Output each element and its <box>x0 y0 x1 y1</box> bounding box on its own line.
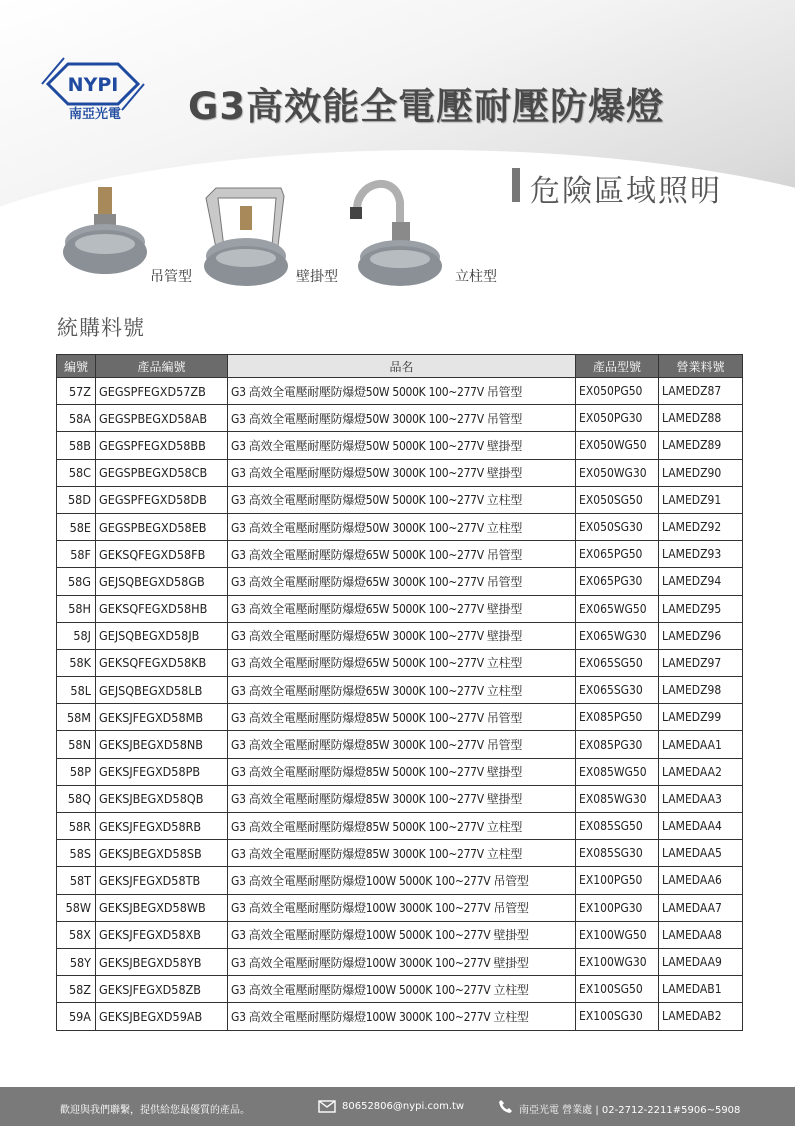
cell-name: G3 高效全電壓耐壓防爆燈50W 3000K 100~277V 壁掛型 <box>228 459 576 486</box>
table-row <box>57 459 743 486</box>
cell-name: G3 高效全電壓耐壓防爆燈65W 3000K 100~277V 壁掛型 <box>228 622 576 649</box>
cell-sales-code: LAMEDZ98 <box>659 677 743 704</box>
cell-number: 58R <box>57 813 96 840</box>
col-header-name: 品名 <box>228 355 576 378</box>
table-row <box>57 867 743 894</box>
cell-product-number: GEKSJFEGXD58TB <box>96 867 228 894</box>
cell-name: G3 高效全電壓耐壓防爆燈50W 3000K 100~277V 吊管型 <box>228 405 576 432</box>
cell-name: G3 高效全電壓耐壓防爆燈50W 5000K 100~277V 吊管型 <box>228 378 576 405</box>
mail-icon <box>318 1100 336 1113</box>
table-row <box>57 568 743 595</box>
cell-product-number: GEKSJBEGXD58YB <box>96 948 228 975</box>
wall-lamp-image <box>196 178 294 290</box>
cell-product-number: GEGSPFEGXD57ZB <box>96 378 228 405</box>
cell-number: 58J <box>57 622 96 649</box>
cell-model: EX100SG30 <box>576 1003 659 1030</box>
cell-model: EX065PG30 <box>576 568 659 595</box>
table-row <box>57 595 743 622</box>
table-row <box>57 1003 743 1030</box>
cell-model: EX100SG50 <box>576 976 659 1003</box>
footer <box>0 1087 795 1126</box>
cell-name: G3 高效全電壓耐壓防爆燈100W 5000K 100~277V 立柱型 <box>228 976 576 1003</box>
section-title: 統購料號 <box>57 316 145 340</box>
cell-name: G3 高效全電壓耐壓防爆燈85W 5000K 100~277V 吊管型 <box>228 704 576 731</box>
cell-product-number: GEKSJBEGXD58QB <box>96 785 228 812</box>
product-label-pendant: 吊管型 <box>150 269 192 285</box>
cell-model: EX085PG50 <box>576 704 659 731</box>
table-row <box>57 813 743 840</box>
table-row <box>57 541 743 568</box>
subtitle-bar <box>512 168 520 202</box>
cell-number: 58S <box>57 840 96 867</box>
col-header-product-number: 產品編號 <box>96 355 228 378</box>
cell-product-number: GEKSQFEGXD58FB <box>96 541 228 568</box>
cell-model: EX085WG30 <box>576 785 659 812</box>
pendant-lamp-image <box>58 182 153 287</box>
cell-model: EX065WG50 <box>576 595 659 622</box>
spec-table <box>56 354 743 1031</box>
cell-number: 58K <box>57 649 96 676</box>
cell-number: 58D <box>57 486 96 513</box>
cell-name: G3 高效全電壓耐壓防爆燈85W 3000K 100~277V 壁掛型 <box>228 785 576 812</box>
cell-model: EX100WG50 <box>576 921 659 948</box>
cell-number: 57Z <box>57 378 96 405</box>
cell-product-number: GEKSJBEGXD58SB <box>96 840 228 867</box>
cell-number: 58Q <box>57 785 96 812</box>
cell-sales-code: LAMEDZ88 <box>659 405 743 432</box>
cell-model: EX085PG30 <box>576 731 659 758</box>
cell-product-number: GEKSJBEGXD58NB <box>96 731 228 758</box>
logo-text: NYPI <box>67 74 119 96</box>
cell-model: EX065WG30 <box>576 622 659 649</box>
cell-number: 58N <box>57 731 96 758</box>
cell-number: 58Y <box>57 948 96 975</box>
cell-product-number: GEJSQBEGXD58LB <box>96 677 228 704</box>
table-row <box>57 649 743 676</box>
company-name: 南亞光電 <box>68 107 121 122</box>
cell-name: G3 高效全電壓耐壓防爆燈65W 5000K 100~277V 立柱型 <box>228 649 576 676</box>
cell-sales-code: LAMEDAA6 <box>659 867 743 894</box>
cell-sales-code: LAMEDAA8 <box>659 921 743 948</box>
col-header-model: 產品型號 <box>576 355 659 378</box>
cell-sales-code: LAMEDZ90 <box>659 459 743 486</box>
cell-number: 58E <box>57 513 96 540</box>
cell-product-number: GEGSPFEGXD58BB <box>96 432 228 459</box>
cell-name: G3 高效全電壓耐壓防爆燈85W 5000K 100~277V 立柱型 <box>228 813 576 840</box>
cell-name: G3 高效全電壓耐壓防爆燈65W 3000K 100~277V 吊管型 <box>228 568 576 595</box>
cell-number: 58W <box>57 894 96 921</box>
cell-product-number: GEJSQBEGXD58JB <box>96 622 228 649</box>
cell-name: G3 高效全電壓耐壓防爆燈100W 3000K 100~277V 吊管型 <box>228 894 576 921</box>
cell-sales-code: LAMEDAA5 <box>659 840 743 867</box>
cell-product-number: GEGSPBEGXD58EB <box>96 513 228 540</box>
cell-model: EX050PG50 <box>576 378 659 405</box>
cell-number: 59A <box>57 1003 96 1030</box>
table-row <box>57 677 743 704</box>
cell-sales-code: LAMEDZ91 <box>659 486 743 513</box>
cell-sales-code: LAMEDZ99 <box>659 704 743 731</box>
cell-model: EX100PG50 <box>576 867 659 894</box>
table-row <box>57 758 743 785</box>
table-row <box>57 785 743 812</box>
footer-slogan: 歡迎與我們聯繫，提供給您最優質的產品。 <box>60 1105 250 1116</box>
cell-product-number: GEKSJFEGXD58PB <box>96 758 228 785</box>
cell-product-number: GEKSJFEGXD58XB <box>96 921 228 948</box>
cell-sales-code: LAMEDAA1 <box>659 731 743 758</box>
table-row <box>57 894 743 921</box>
cell-name: G3 高效全電壓耐壓防爆燈65W 3000K 100~277V 立柱型 <box>228 677 576 704</box>
table-row <box>57 840 743 867</box>
cell-name: G3 高效全電壓耐壓防爆燈65W 5000K 100~277V 吊管型 <box>228 541 576 568</box>
cell-name: G3 高效全電壓耐壓防爆燈85W 3000K 100~277V 立柱型 <box>228 840 576 867</box>
cell-number: 58X <box>57 921 96 948</box>
cell-product-number: GEGSPBEGXD58AB <box>96 405 228 432</box>
cell-product-number: GEKSJBEGXD59AB <box>96 1003 228 1030</box>
table-row <box>57 731 743 758</box>
cell-model: EX050SG50 <box>576 486 659 513</box>
cell-product-number: GEKSQFEGXD58HB <box>96 595 228 622</box>
cell-number: 58G <box>57 568 96 595</box>
cell-product-number: GEKSQFEGXD58KB <box>96 649 228 676</box>
cell-name: G3 高效全電壓耐壓防爆燈100W 5000K 100~277V 壁掛型 <box>228 921 576 948</box>
cell-number: 58C <box>57 459 96 486</box>
table-row <box>57 622 743 649</box>
cell-sales-code: LAMEDAB1 <box>659 976 743 1003</box>
cell-number: 58M <box>57 704 96 731</box>
cell-model: EX085SG50 <box>576 813 659 840</box>
table-row <box>57 976 743 1003</box>
cell-number: 58F <box>57 541 96 568</box>
cell-product-number: GEKSJFEGXD58ZB <box>96 976 228 1003</box>
cell-name: G3 高效全電壓耐壓防爆燈50W 5000K 100~277V 立柱型 <box>228 486 576 513</box>
cell-model: EX100PG30 <box>576 894 659 921</box>
table-row <box>57 921 743 948</box>
cell-sales-code: LAMEDZ93 <box>659 541 743 568</box>
cell-number: 58Z <box>57 976 96 1003</box>
cell-number: 58H <box>57 595 96 622</box>
cell-sales-code: LAMEDAA7 <box>659 894 743 921</box>
cell-name: G3 高效全電壓耐壓防爆燈100W 3000K 100~277V 壁掛型 <box>228 948 576 975</box>
cell-product-number: GEGSPBEGXD58CB <box>96 459 228 486</box>
cell-sales-code: LAMEDZ94 <box>659 568 743 595</box>
page-subtitle: 危險區域照明 <box>530 174 722 209</box>
cell-model: EX065PG50 <box>576 541 659 568</box>
cell-sales-code: LAMEDAA2 <box>659 758 743 785</box>
cell-name: G3 高效全電壓耐壓防爆燈85W 3000K 100~277V 吊管型 <box>228 731 576 758</box>
cell-model: EX050PG30 <box>576 405 659 432</box>
col-header-number: 編號 <box>57 355 96 378</box>
phone-icon <box>498 1099 513 1114</box>
cell-sales-code: LAMEDZ87 <box>659 378 743 405</box>
cell-number: 58L <box>57 677 96 704</box>
cell-name: G3 高效全電壓耐壓防爆燈50W 5000K 100~277V 壁掛型 <box>228 432 576 459</box>
cell-sales-code: LAMEDAA4 <box>659 813 743 840</box>
cell-name: G3 高效全電壓耐壓防爆燈65W 5000K 100~277V 壁掛型 <box>228 595 576 622</box>
footer-contact: 南亞光電 營業處 | 02-2712-2211#5906~5908 <box>519 1105 741 1116</box>
cell-name: G3 高效全電壓耐壓防爆燈85W 5000K 100~277V 壁掛型 <box>228 758 576 785</box>
col-header-sales-code: 營業料號 <box>659 355 743 378</box>
cell-model: EX065SG30 <box>576 677 659 704</box>
cell-sales-code: LAMEDAB2 <box>659 1003 743 1030</box>
footer-email[interactable]: 80652806@nypi.com.tw <box>342 1101 465 1112</box>
cell-name: G3 高效全電壓耐壓防爆燈100W 3000K 100~277V 立柱型 <box>228 1003 576 1030</box>
cell-product-number: GEGSPFEGXD58DB <box>96 486 228 513</box>
table-row <box>57 432 743 459</box>
cell-model: EX085SG30 <box>576 840 659 867</box>
pole-lamp-image <box>345 172 445 290</box>
cell-sales-code: LAMEDAA9 <box>659 948 743 975</box>
table-row <box>57 486 743 513</box>
cell-model: EX050WG50 <box>576 432 659 459</box>
cell-model: EX050SG30 <box>576 513 659 540</box>
table-row <box>57 405 743 432</box>
table-row <box>57 513 743 540</box>
cell-product-number: GEKSJFEGXD58RB <box>96 813 228 840</box>
table-header-row <box>57 355 743 378</box>
cell-number: 58A <box>57 405 96 432</box>
cell-model: EX085WG50 <box>576 758 659 785</box>
cell-name: G3 高效全電壓耐壓防爆燈50W 3000K 100~277V 立柱型 <box>228 513 576 540</box>
page-title: G3高效能全電壓耐壓防爆燈 <box>188 85 665 128</box>
cell-sales-code: LAMEDAA3 <box>659 785 743 812</box>
cell-sales-code: LAMEDZ95 <box>659 595 743 622</box>
cell-product-number: GEKSJBEGXD58WB <box>96 894 228 921</box>
cell-sales-code: LAMEDZ92 <box>659 513 743 540</box>
cell-model: EX050WG30 <box>576 459 659 486</box>
table-row <box>57 704 743 731</box>
cell-sales-code: LAMEDZ96 <box>659 622 743 649</box>
product-label-wall: 壁掛型 <box>296 269 338 285</box>
cell-model: EX100WG30 <box>576 948 659 975</box>
cell-model: EX065SG50 <box>576 649 659 676</box>
table-row <box>57 378 743 405</box>
cell-name: G3 高效全電壓耐壓防爆燈100W 5000K 100~277V 吊管型 <box>228 867 576 894</box>
cell-number: 58P <box>57 758 96 785</box>
cell-sales-code: LAMEDZ97 <box>659 649 743 676</box>
cell-sales-code: LAMEDZ89 <box>659 432 743 459</box>
product-label-pole: 立柱型 <box>455 269 497 285</box>
cell-product-number: GEJSQBEGXD58GB <box>96 568 228 595</box>
cell-number: 58T <box>57 867 96 894</box>
table-row <box>57 948 743 975</box>
cell-number: 58B <box>57 432 96 459</box>
cell-product-number: GEKSJFEGXD58MB <box>96 704 228 731</box>
